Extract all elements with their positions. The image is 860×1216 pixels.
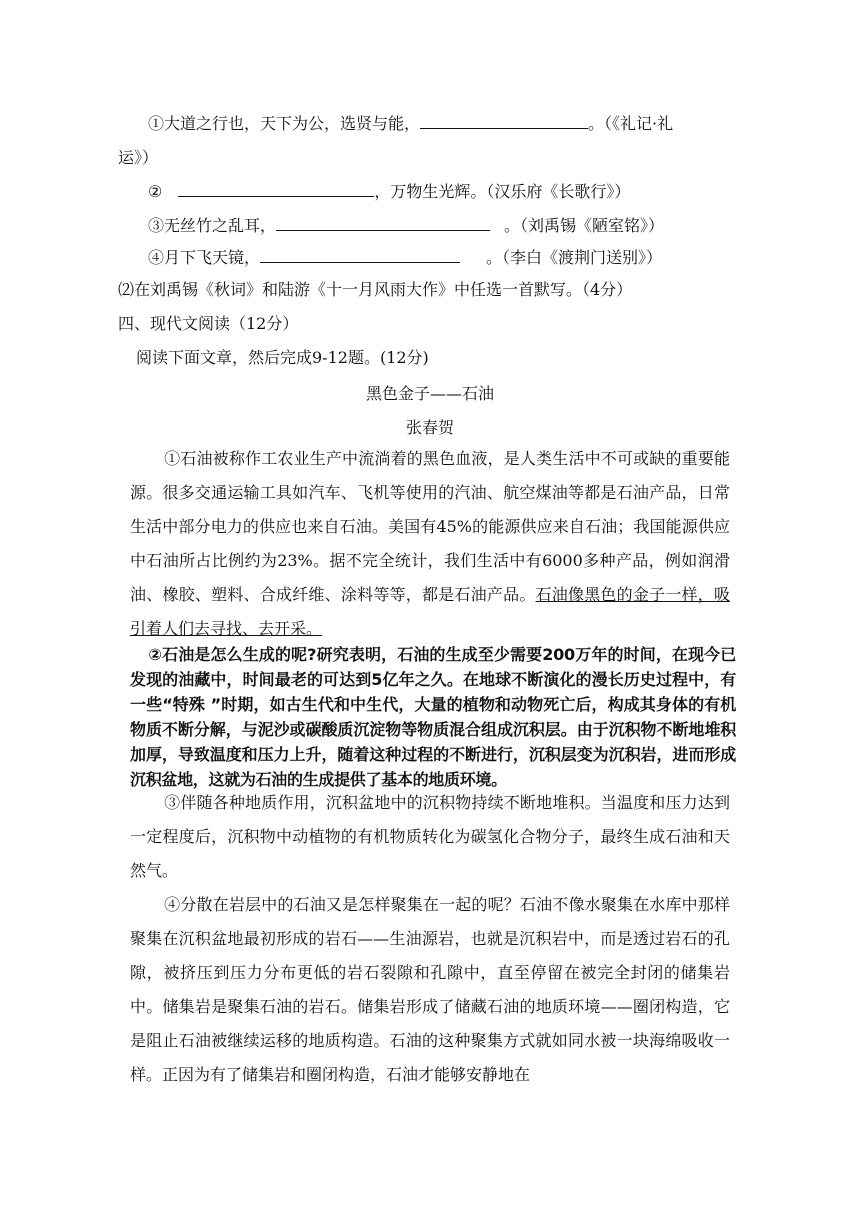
reading-instruction: 阅读下面文章，然后完成9-12题。(12分) xyxy=(136,348,429,367)
paragraph-2-text: ②石油是怎么生成的呢?研究表明，石油的生成至少需要200万年的时间，在现今已发现的油藏中，时间最老的可达到5亿年之久。在地球不断演化的漫长历史过程中，有一些“特殊 ”时期，如古生代和中生代，大量的植物和动物死亡后，构成其身体的有机物质不断分解，与泥沙或碳酸质沉淀物等物质混合组成沉积层。由于沉积物不断地堆积加厚，导致温度和压力上升，随着这种过程的不断进行，沉积层变为沉积岩，进而形成沉积盆地，这就为石油的生成提供了基本的地质环境。 xyxy=(130,645,737,789)
fill-item-4 xyxy=(148,244,662,270)
paragraph-1 xyxy=(130,442,730,646)
fill-item-3 xyxy=(148,212,664,238)
paragraph-1-underlined: 石油像黑色的金子一样，吸引着人们去寻找、去开采。 xyxy=(130,585,730,638)
section-heading: 四、现代文阅读（12分） xyxy=(118,314,299,333)
fill-item-4-source: 。（李白《渡荆门送别》） xyxy=(486,248,663,267)
fill-item-1-source: 。（《礼记·礼 xyxy=(588,114,674,133)
paragraph-4-text: ④分散在岩层中的石油又是怎样聚集在一起的呢？石油不像水聚集在水库中那样聚集在沉积盆地最初形成的岩石——生油源岩，也就是沉积岩中，而是透过岩石的孔隙，被挤压到压力分布更低的岩石裂隙和孔隙中，直至停留在被完全封闭的储集岩中。储集岩是聚集石油的岩石。储集岩形成了储藏石油的地质环境——圈闭构造，它是阻止石油被继续运移的地质构造。石油的这种聚集方式就如同水被一块海绵吸收一样。正因为有了储集岩和圈闭构造，石油才能够安静地在 xyxy=(130,895,730,1084)
fill-blank-4[interactable] xyxy=(260,244,460,263)
fill-blank-2[interactable] xyxy=(178,178,374,197)
fill-item-1 xyxy=(148,110,673,136)
paragraph-3 xyxy=(130,786,730,888)
question-2: ⑵在刘禹锡《秋词》和陆游《十一月风雨大作》中任选一首默写。（4分） xyxy=(118,280,633,299)
paragraph-2 xyxy=(130,642,736,792)
fill-item-1-source-cont: 运》） xyxy=(118,148,159,167)
fill-item-1-text: ①大道之行也，天下为公，选贤与能， xyxy=(148,114,421,133)
fill-blank-3[interactable] xyxy=(276,212,490,231)
fill-item-1-continued xyxy=(118,146,158,170)
fill-item-2 xyxy=(148,178,630,204)
paragraph-1-text: ①石油被称作工农业生产中流淌着的黑色血液，是人类生活中不可或缺的重要能源。很多交通运输工具如汽车、飞机等使用的汽油、航空煤油等都是石油产品，日常生活中部分电力的供应也来自石油。美国有45%的能源供应来自石油；我国能源供应中石油所占比例约为23%。据不完全统计，我们生活中有6000多种产品，例如润滑油、橡胶、塑料、合成纤维、涂料等等，都是石油产品。 xyxy=(130,449,730,604)
article-author: 张春贺 xyxy=(405,418,454,437)
article-title: 黑色金子——石油 xyxy=(365,384,494,403)
fill-item-2-source: ，万物生光辉。（汉乐府《长歌行》） xyxy=(374,182,631,201)
fill-blank-1[interactable] xyxy=(420,110,588,129)
paragraph-3-text: ③伴随各种地质作用，沉积盆地中的沉积物持续不断地堆积。当温度和压力达到一定程度后，沉积物中动植物的有机物质转化为碳氢化合物分子，最终生成石油和天然气。 xyxy=(130,793,730,880)
fill-item-3-source: 。（刘禹锡《陋室铭》） xyxy=(504,216,665,235)
fill-item-3-text: ③无丝竹之乱耳， xyxy=(148,216,277,235)
fill-item-2-num: ② xyxy=(148,182,163,201)
paragraph-4 xyxy=(130,888,730,1092)
fill-item-4-text: ④月下飞天镜， xyxy=(148,248,261,267)
